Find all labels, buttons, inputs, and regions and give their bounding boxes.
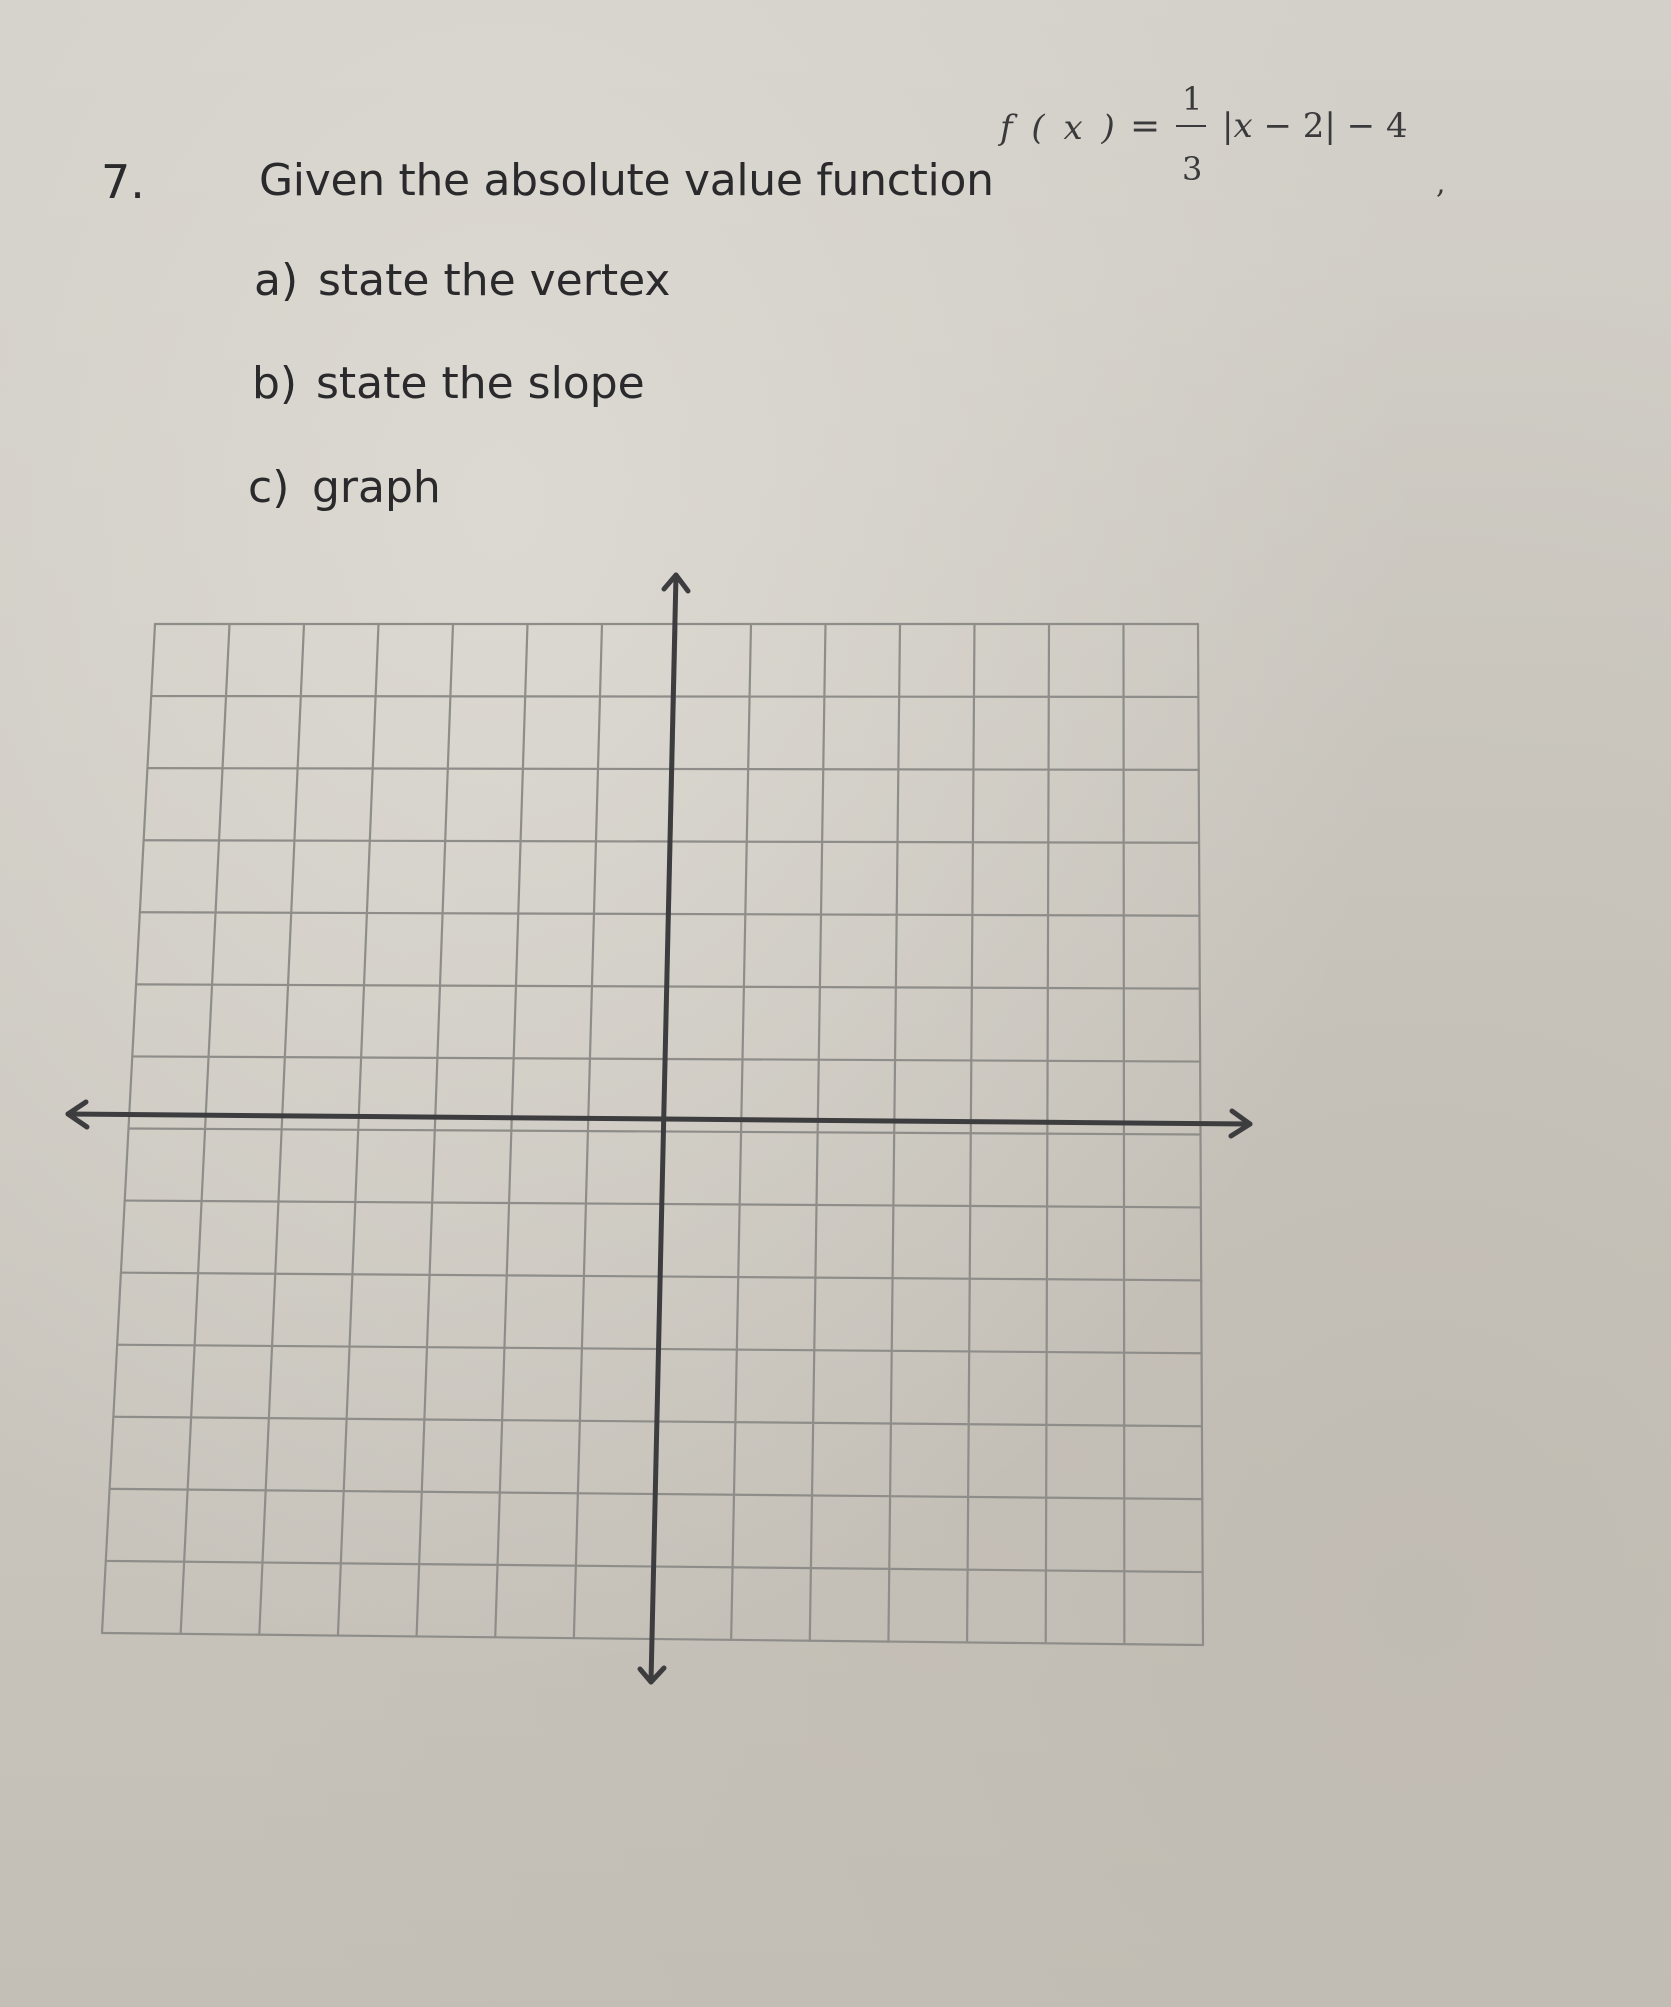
grid-line-horizontal (121, 1273, 1201, 1281)
equation-equals: = (1130, 106, 1161, 147)
grid-line-horizontal (102, 1633, 1203, 1645)
grid-line-horizontal (117, 1345, 1201, 1354)
grid-line-vertical (967, 624, 974, 1642)
item-a (254, 255, 670, 306)
y-axis-arrow-down (640, 1668, 664, 1682)
grid-line-vertical (181, 624, 230, 1634)
item-c (248, 462, 441, 513)
item-text: graph (312, 462, 441, 513)
problem-prompt: Given the absolute value function (259, 155, 994, 206)
fraction-denominator: 3 (1182, 150, 1203, 188)
equation-lhs: f ( x ) (1000, 108, 1119, 148)
function-equation (1000, 80, 1470, 200)
fraction-numerator: 1 (1182, 80, 1203, 118)
grid-line-vertical (1198, 624, 1203, 1645)
grid-line-vertical (810, 624, 826, 1641)
grid-line-vertical (102, 624, 155, 1633)
grid-line-horizontal (147, 768, 1198, 770)
item-text: state the slope (316, 358, 645, 409)
item-text: state the vertex (318, 255, 671, 306)
grid-line-vertical (574, 624, 602, 1638)
absolute-value-expression: |x − 2| − 4 (1222, 106, 1408, 146)
grid-line-vertical (1046, 624, 1049, 1643)
grid-line-vertical (731, 624, 751, 1640)
item-letter: c) (248, 462, 290, 513)
x-axis-arrow-left (68, 1102, 87, 1127)
grid-line-vertical (888, 624, 900, 1642)
grid-line-vertical (495, 624, 527, 1637)
grid-line-horizontal (132, 1056, 1200, 1061)
abs-variable: x (1233, 106, 1253, 146)
grid-line-vertical (653, 624, 677, 1639)
grid-line-vertical (259, 624, 304, 1635)
grid-line-vertical (338, 624, 379, 1636)
grid-line-horizontal (129, 1129, 1201, 1135)
item-letter: a) (254, 255, 299, 306)
grid-line-horizontal (136, 984, 1200, 988)
fraction-bar (1176, 125, 1206, 127)
item-b (252, 358, 645, 409)
grid-line-horizontal (151, 696, 1198, 697)
x-axis-arrow-right (1231, 1111, 1250, 1136)
grid-line-horizontal (106, 1561, 1203, 1572)
abs-rest: − 2 (1252, 106, 1325, 146)
grid-line-horizontal (113, 1417, 1202, 1426)
problem-number: 7. (101, 155, 145, 209)
grid-line-horizontal (140, 912, 1200, 915)
grid-line-vertical (1124, 624, 1125, 1644)
grid-line-horizontal (110, 1489, 1203, 1499)
grid-line-horizontal (125, 1201, 1201, 1208)
grid-line-horizontal (144, 840, 1199, 843)
item-letter: b) (252, 358, 298, 409)
y-axis-arrow-up (664, 575, 688, 591)
equation-tail: − 4 (1346, 106, 1408, 146)
grid-line-vertical (417, 624, 453, 1636)
equation-comma: , (1436, 166, 1446, 201)
y-axis (651, 575, 676, 1682)
x-axis (68, 1114, 1250, 1124)
